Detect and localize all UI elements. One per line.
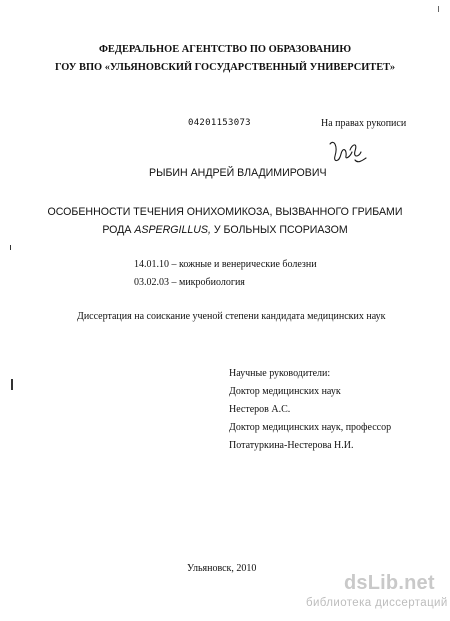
supervisor-1-degree: Доктор медицинских наук bbox=[229, 386, 341, 397]
title-suffix: У БОЛЬНЫХ ПСОРИАЗОМ bbox=[210, 224, 348, 236]
watermark-brand: dsLib.net bbox=[344, 572, 435, 594]
supervisors-heading: Научные руководители: bbox=[229, 368, 331, 379]
degree-statement: Диссертация на соискание ученой степени кандидата медицинских наук bbox=[77, 311, 386, 322]
header-line-1: ФЕДЕРАЛЬНОЕ АГЕНТСТВО ПО ОБРАЗОВАНИЮ bbox=[98, 44, 352, 55]
supervisor-2-name: Потатуркина-Нестерова Н.И. bbox=[229, 440, 354, 451]
supervisor-2-degree: Доктор медицинских наук, профессор bbox=[229, 422, 392, 433]
title-genus: ASPERGILLUS, bbox=[134, 224, 211, 236]
city-year: Ульяновск, 2010 bbox=[187, 563, 257, 574]
header-line-2: ГОУ ВПО «УЛЬЯНОВСКИЙ ГОСУДАРСТВЕННЫЙ УНИВЕРСИТЕТ» bbox=[54, 62, 396, 73]
scan-speck bbox=[11, 379, 13, 390]
supervisor-1-name: Нестеров А.С. bbox=[229, 404, 291, 415]
doc-number: 04201153073 bbox=[188, 118, 251, 128]
watermark-subtitle: библиотека диссертаций bbox=[306, 597, 448, 609]
title-line-2 bbox=[0, 224, 450, 236]
specialty-1: 14.01.10 – кожные и венерические болезни bbox=[134, 259, 317, 270]
title-prefix: РОДА bbox=[102, 224, 135, 236]
scan-speck bbox=[10, 245, 11, 250]
manuscript-note: На правах рукописи bbox=[321, 118, 407, 129]
scan-speck bbox=[438, 6, 439, 12]
specialty-2: 03.02.03 – микробиология bbox=[134, 277, 245, 288]
author-name: РЫБИН АНДРЕЙ ВЛАДИМИРОВИЧ bbox=[149, 167, 327, 179]
title-line-1: ОСОБЕННОСТИ ТЕЧЕНИЯ ОНИХОМИКОЗА, ВЫЗВАННОГО ГРИБАМИ bbox=[47, 206, 403, 218]
signature-icon bbox=[325, 136, 369, 168]
